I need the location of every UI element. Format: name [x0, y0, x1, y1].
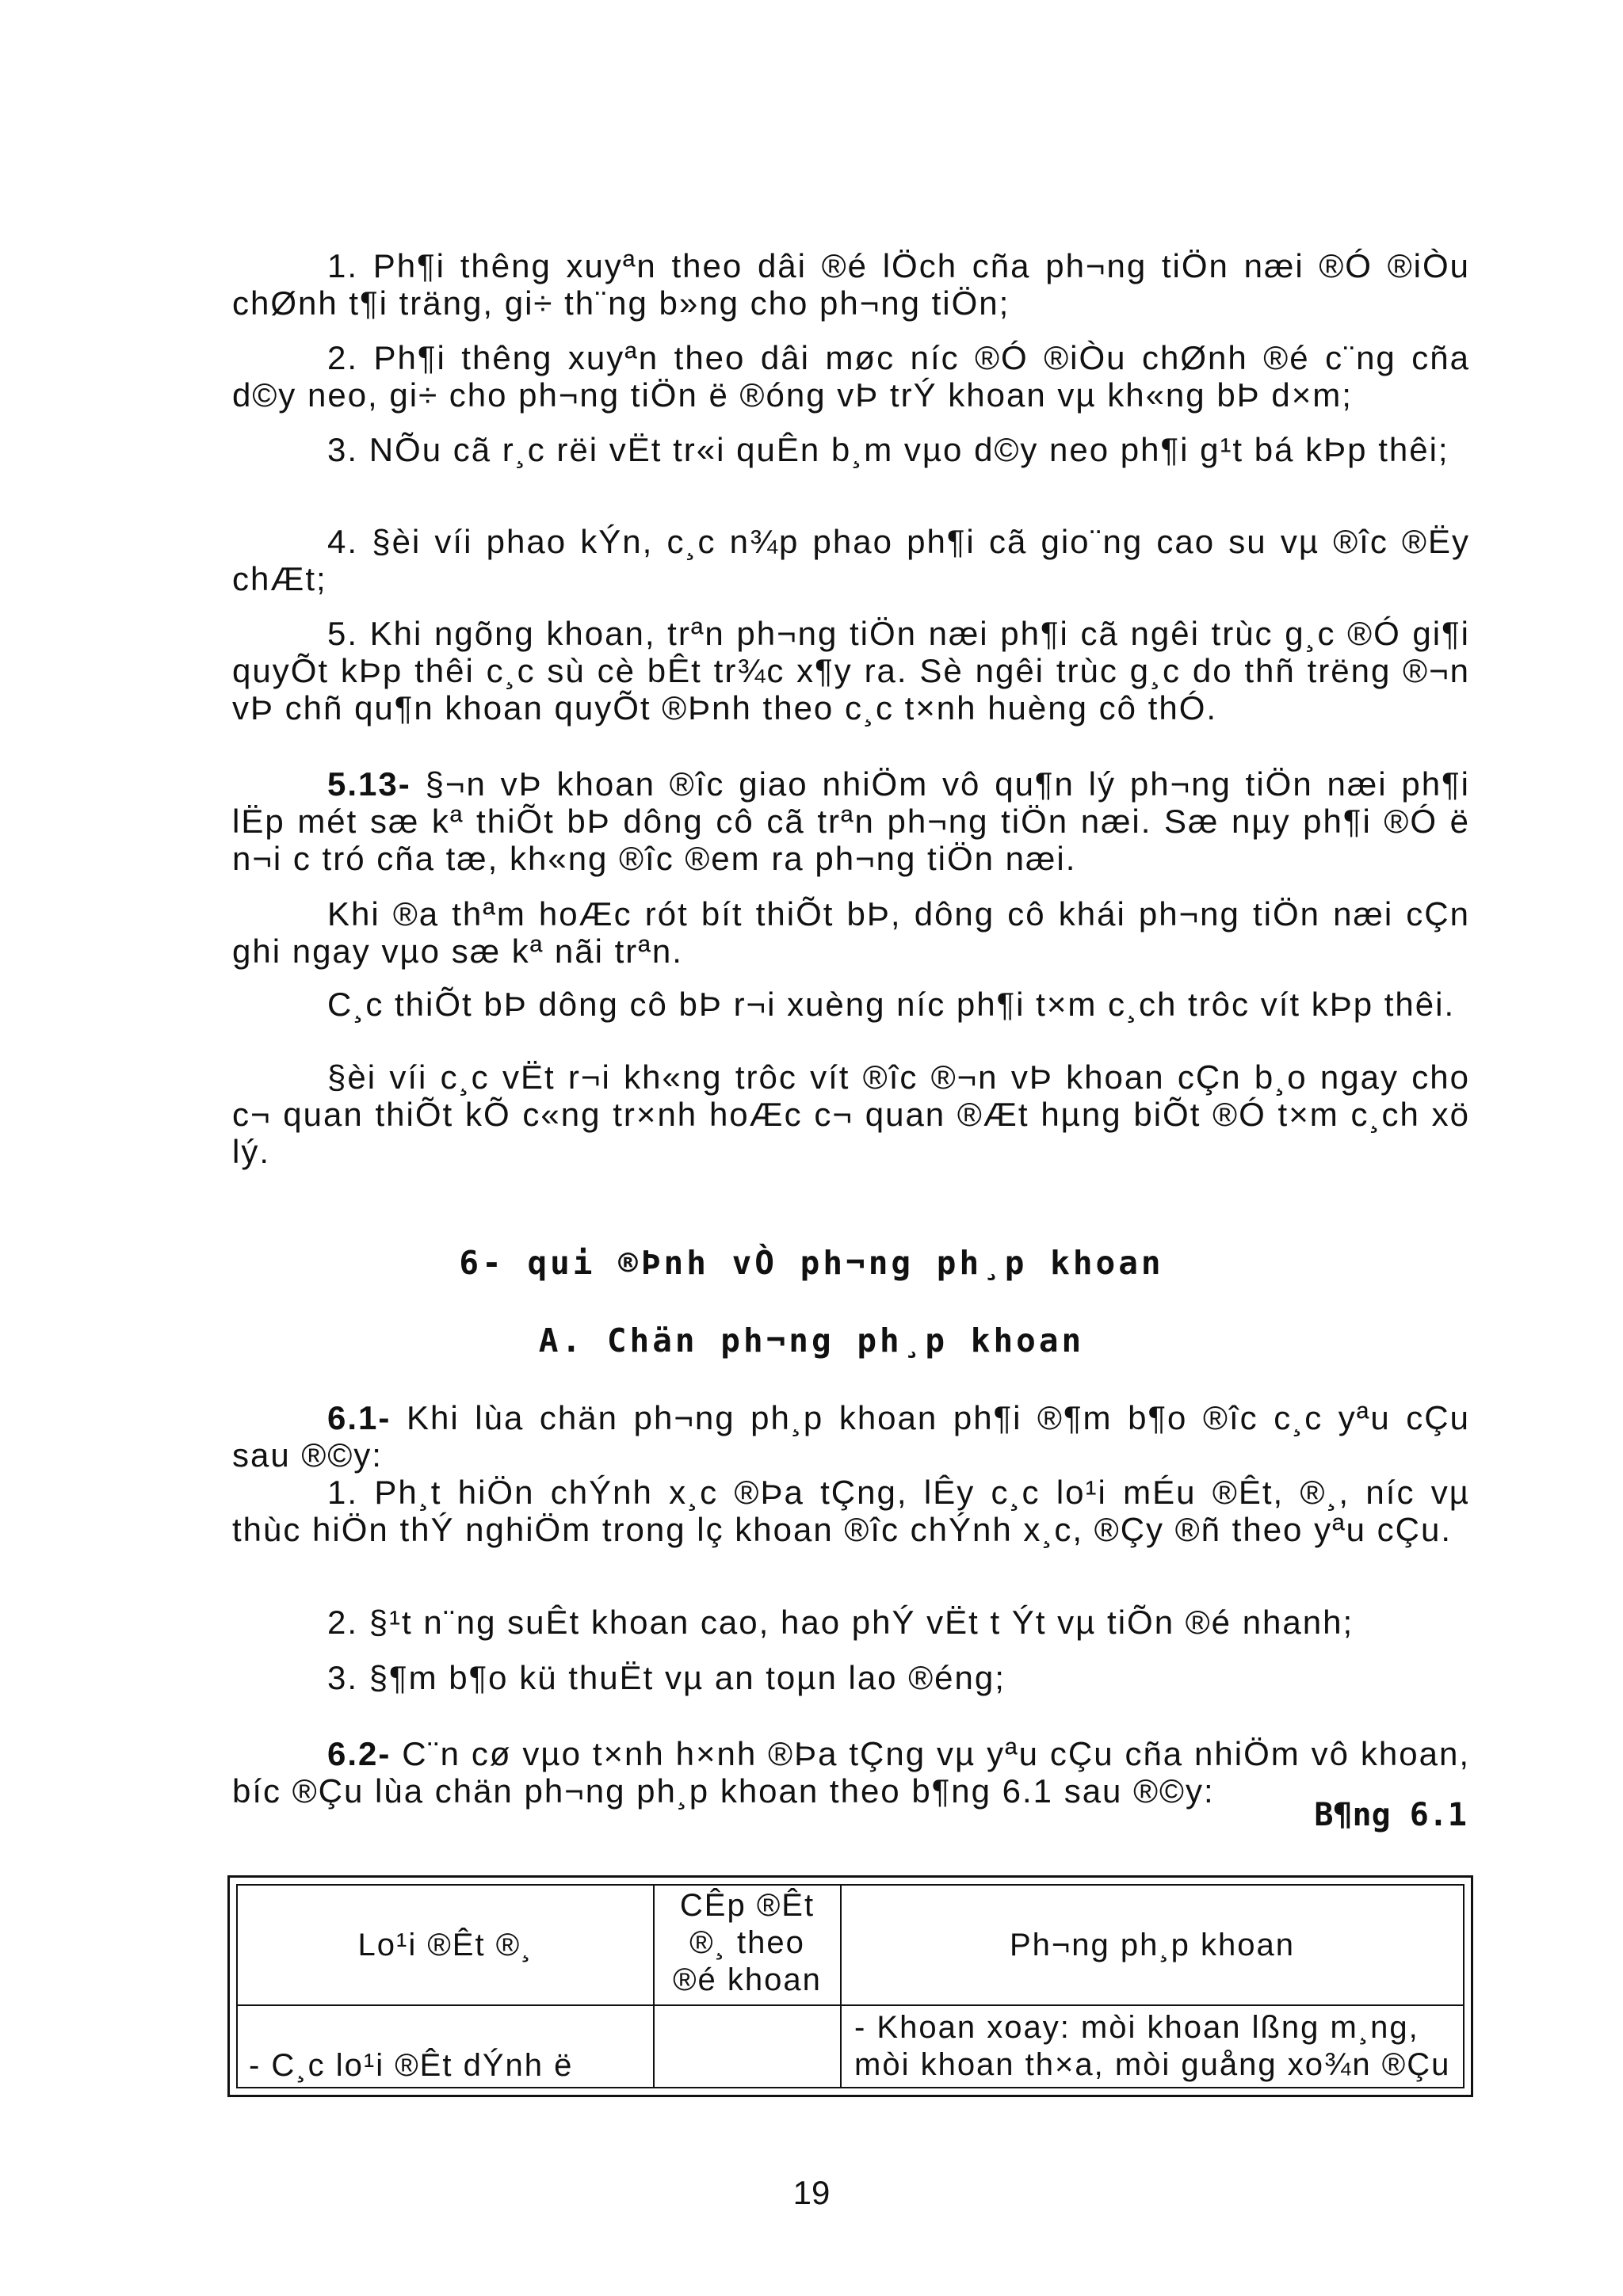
paragraph-5-12-5: 5. Khi ngõng khoan, trªn ph¬ng tiÖn næi ph¶i cã ngêi trùc g¸c ®Ó gi¶i quyÕt kÞp thêi c¸c sù cè bÊt tr¾c x¶y ra. Sè ngêi trùc g¸c do thñ trëng ®¬n vÞ chñ qu¶n khoan quyÕt ®Þnh theo c¸c t×nh huèng cô thÓ. — [232, 615, 1470, 727]
paragraph-6-2: 6.2- C¨n cø vµo t×nh h×nh ®Þa tÇng vµ yªu cÇu cña nhiÖm vô khoan, bíc ®Çu lùa chän ph¬ng ph¸p khoan theo b¶ng 6.1 sau ®©y: — [232, 1735, 1471, 1810]
table-header-grade: CÊp ®Êt ®¸ theo ®é khoan — [673, 1888, 822, 1997]
paragraph-5-12-3: 3. NÕu cã r¸c rëi vËt tr«i quÊn b¸m vµo d©y neo ph¶i g¹t bá kÞp thêi; — [327, 431, 1449, 468]
page-number: 19 — [792, 2174, 831, 2211]
section-heading-6: 6- qui ®Þnh vÒ ph¬ng ph¸p khoan — [459, 1244, 1164, 1282]
paragraph-5-12-4: 4. §èi víi phao kÝn, c¸c n¾p phao ph¶i cã gio¨ng cao su vµ ®îc ®Ëy chÆt; — [232, 523, 1470, 597]
paragraph-5-13-c: C¸c thiÕt bÞ dông cô bÞ r¬i xuèng níc ph¶i t×m c¸ch trôc vít kÞp thêi. — [327, 986, 1456, 1023]
section-number-6-1: 6.1- — [327, 1399, 391, 1436]
table-divider — [238, 2004, 1463, 2006]
paragraph-5-13-b: Khi ®a thªm hoÆc rót bít thiÕt bÞ, dông cô khái ph¬ng tiÖn næi cÇn ghi ngay vµo sæ kª nãi trªn. — [232, 895, 1470, 970]
table-cell-method: - Khoan xoay: mòi khoan lßng m¸ng, mòi khoan th×a, mòi guång xo¾n ®Çu — [854, 2010, 1451, 2082]
paragraph-5-12-2: 2. Ph¶i thêng xuyªn theo dâi møc níc ®Ó ®iÒu chØnh ®é c¨ng cña d©y neo, gi÷ cho ph¬ng tiÖn ë ®óng vÞ trÝ khoan vµ kh«ng bÞ d×m; — [232, 339, 1470, 414]
table-header-method: Ph¬ng ph¸p khoan — [1009, 1928, 1296, 1962]
section-number-5-13: 5.13- — [327, 765, 411, 803]
table-grid — [236, 1884, 1465, 2088]
table-divider — [840, 1886, 842, 2087]
section-number-6-2: 6.2- — [327, 1735, 391, 1772]
paragraph-6-1-3: 3. §¶m b¶o kü thuËt vµ an toµn lao ®éng; — [327, 1659, 1006, 1696]
paragraph-5-13: 5.13- §¬n vÞ khoan ®îc giao nhiÖm vô qu¶n lý ph¬ng tiÖn næi ph¶i lËp mét sæ kª thiÕt bÞ dông cô cã trªn ph¬ng tiÖn næi. Sæ nµy ph¶i ®Ó ë n¬i c tró cña tæ, kh«ng ®îc ®em ra ph¬ng tiÖn næi. — [232, 765, 1470, 877]
paragraph-5-12-1: 1. Ph¶i thêng xuyªn theo dâi ®é lÖch cña ph¬ng tiÖn næi ®Ó ®iÒu chØnh t¶i träng, gi÷ th¨ng b»ng cho ph¬ng tiÖn; — [232, 247, 1470, 322]
method-table — [227, 1875, 1473, 2097]
table-cell-soil-type: - C¸c lo¹i ®Êt dÝnh ë — [249, 2048, 574, 2083]
paragraph-6-1-1: 1. Ph¸t hiÖn chÝnh x¸c ®Þa tÇng, lÊy c¸c lo¹i mÉu ®Êt, ®¸, níc vµ thùc hiÖn thÝ nghiÖm trong lç khoan ®îc chÝnh x¸c, ®Çy ®ñ theo yªu cÇu. — [232, 1474, 1470, 1548]
subsection-heading-a: A. Chän ph¬ng ph¸p khoan — [538, 1322, 1085, 1360]
paragraph-6-1-2: 2. §¹t n¨ng suÊt khoan cao, hao phÝ vËt t Ýt vµ tiÕn ®é nhanh; — [327, 1604, 1354, 1641]
paragraph-6-1: 6.1- Khi lùa chän ph¬ng ph¸p khoan ph¶i ®¶m b¶o ®îc c¸c yªu cÇu sau ®©y: — [232, 1399, 1470, 1474]
paragraph-5-13-d: §èi víi c¸c vËt r¬i kh«ng trôc vít ®îc ®¬n vÞ khoan cÇn b¸o ngay cho c¬ quan thiÕt kÕ c«ng tr×nh hoÆc c¬ quan ®Æt hµng biÕt ®Ó t×m c¸ch xö lý. — [232, 1058, 1470, 1170]
table-caption: B¶ng 6.1 — [1314, 1797, 1467, 1833]
table-header-soil-type: Lo¹i ®Êt ®¸ — [357, 1928, 533, 1962]
